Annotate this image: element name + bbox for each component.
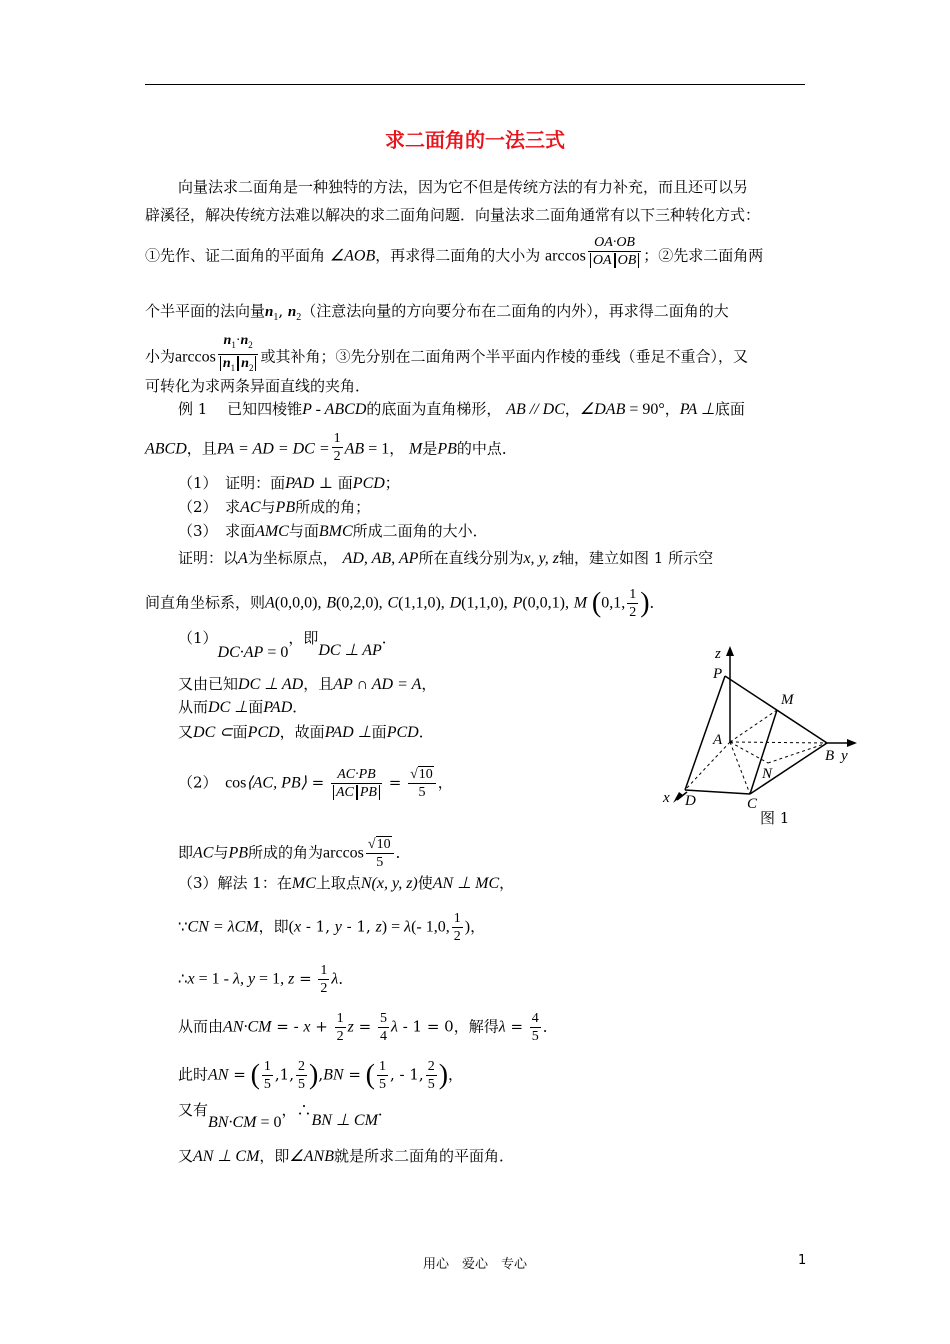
header-rule [145,84,805,85]
part2-line-2: 即AC与PB所成的角为arccos $\frac{√10}{5}$ ． [178,837,411,870]
part2-line: （2） cos⟨AC, PB⟩ = $\frac{AC\cdot PB}{\text{AC PB}}$ = $\frac{√10}{5}$ ， [178,767,453,800]
fig-label-d: D [685,793,696,809]
solution-line-2: 间直角坐标系，则A(0,0,0), B(0,2,0), C(1,1,0), D(1,1,0), P(0,0,1), M (0,1, $\frac{1}{2}$ )． [145,587,665,620]
fig-label-n: N [762,766,773,782]
fig-label-a: A [713,732,723,748]
fig-label-y: y [841,748,848,764]
fig-label-z: z [715,646,721,662]
question-1: （1） 证明：面PAD ⊥ 面PCD； [178,474,400,492]
intro-line-6: 可转化为求两条异面直线的夹角． [145,377,371,395]
example-line-1: 例 1 已知四棱锥P - ABCD的底面为直角梯形， AB // DC，∠DAB = 90°，PA ⊥底面 [178,400,745,418]
part1-line-4: 又DC ⊂面PCD，故面PAD ⊥面PCD． [178,723,434,741]
intro-line-3: ①先作、证二面角的平面角 ∠AOB，再求得二面角的大小为 arccos $\frac{OA\cdot OB}{\text{OA OB}}$ ；②先求二面角两 [145,235,764,268]
fig-label-b: B [825,748,835,764]
fig-label-c: C [747,796,758,812]
part3-line-4: 从而由AN·CM = - x + $\frac{1}{2}$ z = $\frac{5}{4}$ λ - 1 = 0，解得λ = $\frac{4}{5}$ ． [178,1011,558,1044]
part1-line-3: 从而DC ⊥面PAD． [178,698,308,716]
fig-label-x: x [663,790,670,806]
page-number: 1 [798,1253,807,1268]
question-2: （2） 求AC与PB所成的角； [178,498,371,516]
intro-line-5: 小为arccos $\frac{n_1\cdot n_2}{n_1 n_2}$ 或其补角；③先分别在二面角两个半平面内作棱的垂线（垂足不重合），又 [145,333,748,373]
solution-line-1: 证明：以A为坐标原点， AD, AB, AP所在直线分别为x, y, z轴，建立如图 1 所示空 [178,549,714,567]
part3-line-7: 又AN ⊥ CM，即∠ANB就是所求二面角的平面角． [178,1147,514,1165]
part3-line-1: （3）解法 1：在MC上取点N(x, y, z)使AN ⊥ MC， [178,874,515,892]
part3-line-2: ∵CN = λCM，即(x - 1, y - 1, z) = λ(- 1,0, $\frac{1}{2}$ )， [178,911,486,944]
intro-line-1: 向量法求二面角是一种独特的方法，因为它不但是传统方法的有力补充，而且还可以另 [178,178,749,196]
page-title: 求二面角的一法三式 [385,128,565,152]
part3-line-3: ∴x = 1 - λ, y = 1, z = $\frac{1}{2}$ λ． [178,963,354,996]
intro-line-2: 辟溪径，解决传统方法难以解决的求二面角问题．向量法求二面角通常有以下三种转化方式： [145,206,761,224]
pyramid-figure [655,642,865,832]
page-footer: 用心 爱心 专心 [422,1257,527,1272]
example-line-2: ABCD，且PA = AD = DC = $\frac{1}{2}$ AB = 1， M是PB的中点． [145,431,517,464]
fig-label-m: M [781,692,794,708]
part1-line-2: 又由已知DC ⊥ AD，且AP ∩ AD = A， [178,675,437,693]
part3-line-5: 此时AN = ( $\frac{1}{5}$ ,1, $\frac{2}{5}$ ),BN = ( $\frac{1}{5}$ , - 1, $\frac{2}{5}$ )， [178,1059,464,1092]
fig-label-p: P [713,666,723,682]
figure-caption: 图 1 [760,809,790,827]
question-3: （3） 求面AMC与面BMC所成二面角的大小． [178,522,488,540]
intro-line-4: 个半平面的法向量$n_1$, $n_2$（注意法向量的方向要分布在二面角的内外），再求得二面角的大 [145,302,729,323]
part3-line-6: 又有BN·CM = 0，∴BN ⊥ CM． [178,1101,393,1131]
part1-line: （1）DC·AP = 0，即DC ⊥ AP． [178,629,397,661]
